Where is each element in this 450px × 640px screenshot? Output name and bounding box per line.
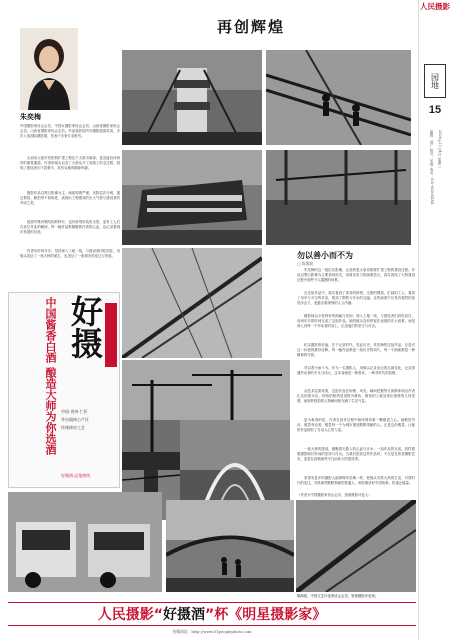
article-paragraph-5: 勿以善小而不为。作为一名摄影人，用镜头记录身边的点滴变化，记录普通劳动者的平凡与伟大，这本身就是一种善举，一种对时代的致敬。	[297, 366, 415, 376]
article-paragraph-4: 纪实摄影的价值，在于记录时代、见证历史。朱奕梅的这组作品，正是对这一价值的最好诠释。每一幅作品都是一段历史的切片，每一个画面都是一种精神的写照。	[297, 343, 415, 358]
page-number: 15	[428, 104, 442, 116]
photo-workers-on-beam	[266, 50, 411, 145]
intro-paragraph-4: 作者历时两年多，坚持深入工地一线，与建设者同吃同住，用镜头见证了一座大桥的诞生，也见证了一座城市的变迁与发展。	[20, 249, 120, 259]
ad-note-3: 传统坤沙工艺	[61, 425, 85, 430]
banner-text-right: ”杯《明星摄影家》	[205, 607, 327, 623]
profile-name: 朱奕梅	[20, 113, 41, 121]
masthead	[418, 0, 450, 640]
masthead-meta: 编辑：邵广 校对：吴海 电话：010-6536XXXX	[430, 130, 434, 205]
photo-crane-platform	[122, 150, 262, 245]
masthead-logo: 人民摄影	[420, 2, 450, 11]
profile-bio: 中国摄影家协会会员、中国女摄影家协会会员、山西省摄影家协会会员、山西省摄影家协会会员。作品曾获国内外摄影展赛奖项，多次入选国际摄影展，发表于多家专业报刊。	[20, 124, 120, 139]
bottom-banner	[8, 602, 416, 626]
article-title: 勿以善小而不为	[297, 251, 353, 260]
intro-paragraph-2: 摄影作品以黑白影像为主，画面构图严谨，光影层次分明，通过仰拍、俯拍等不同角度，表现出工程建设的宏大气势与建设者的劳动之美。	[20, 191, 120, 206]
banner-text-mid: 好摄酒	[163, 607, 205, 623]
liquor-ad	[8, 292, 120, 488]
article-paragraph-7: 更为难得的是，作者在创作过程中始终保持着一颗敬畏之心。她敬畏劳动，敬畏劳动者，敬畏每一个为城市建设默默奉献的人。正是这份敬畏，让她的作品拥有了打动人心的力量。	[297, 418, 415, 433]
photo-bridge-deck	[266, 150, 411, 245]
article-paragraph-2: 在这组作品中，我们看到了高耸的桥塔、交错的钢梁、忙碌的工人，看到了吊车与天空的对话，看到了钢铁与汗水的交融。这些画面不仅具有强烈的视觉冲击力，更蕴含着深刻的人文内涵。	[297, 291, 415, 306]
ad-note-1: 中国·贵州·仁怀	[61, 409, 88, 414]
banner-footer-url: 投稿网址：http://www.51peoplephoto.com	[172, 629, 252, 634]
article-paragraph-10: （作者为中国摄影家协会会员、资深摄影评论人）	[297, 493, 372, 497]
page-title: 再创辉煌	[216, 18, 285, 36]
banner-text-left: 人民摄影“	[97, 607, 163, 623]
ad-brand-calligraphy: 好摄	[66, 295, 104, 359]
photo-tower-construction	[122, 50, 262, 145]
article-paragraph-8: 一座大桥的建成，凝聚着无数人的心血与汗水；一组作品的完成，同样需要摄影师长时间的坚持与付出。当我们欣赏这些作品时，不仅是在欣赏摄影艺术，更是在致敬那些平凡而伟大的建设者。	[297, 447, 415, 462]
article-paragraph-3: 摄影师以女性特有的细腻与坚韧，深入工地一线，与建设者们同吃同住，用两年多的时间完成了这组作品。她的镜头没有停留在表面的宏大叙事，而是深入到每一个劳动者的身上，记录他们的坚守与付出。	[297, 314, 415, 329]
section-label: 园地	[424, 64, 446, 98]
photo-trucks	[8, 492, 162, 592]
issue-date: 2020年11月4日 星期三	[438, 130, 442, 168]
ad-tagline: 中国酱香白酒 酿造大师为你选酒	[44, 297, 57, 455]
article-author-note: 陈海波，中国文艺评论家协会会员，资深摄影评论家。	[297, 594, 379, 598]
ad-seal	[105, 303, 117, 367]
intro-paragraph-1: 山西省太原市晋阳桥扩建工程位于太原市南部，是连接汾河两岸的重要通道。作者用镜头记录了大桥从开工到竣工的全过程，展现了建设者们不畏艰辛、攻坚克难的精神风貌。	[20, 156, 120, 171]
photo-crane-arm-sky	[122, 248, 262, 358]
article-paragraph-9: 希望有更多的摄影人能够像朱奕梅一样，把镜头对准火热的生活，对准时代的变迁，对准那些默默奉献的普通人，用影像讲好中国故事，传递正能量。	[297, 476, 415, 486]
ad-contact: 好摄酒·品鉴热线	[61, 473, 91, 478]
article-byline: □ 陈海波	[297, 261, 314, 266]
intro-paragraph-3: 组照中既有钢结构的特写，也有桥塔吊装的全景，更有工人们在高空作业的瞬间，每一幅作品都凝聚着作者的心血，也记录着城市发展的足迹。	[20, 220, 120, 235]
article-paragraph-6: 从技术层面来看，这组作品在构图、用光、瞬间把握等方面都体现出作者扎实的基本功。仰拍的桥塔显得格外雄伟，俯拍的工地呈现出独特的几何美感，而那些抓拍的人物瞬间则充满了生活气息。	[297, 389, 415, 404]
photo-workers-bridge-span	[166, 500, 294, 592]
photo-structure-corner	[296, 500, 416, 592]
article-paragraph-1: 朱奕梅的这一组纪实影像，记录的是太原晋阳桥扩建工程的建设过程。作品以黑白影像为主要表现形式，用简洁有力的画面语言，真实再现了大桥建设过程中那些令人震撼的场景。	[297, 268, 415, 283]
author-portrait	[20, 28, 78, 110]
ad-note-2: 茅台镇核心产区	[61, 417, 89, 422]
